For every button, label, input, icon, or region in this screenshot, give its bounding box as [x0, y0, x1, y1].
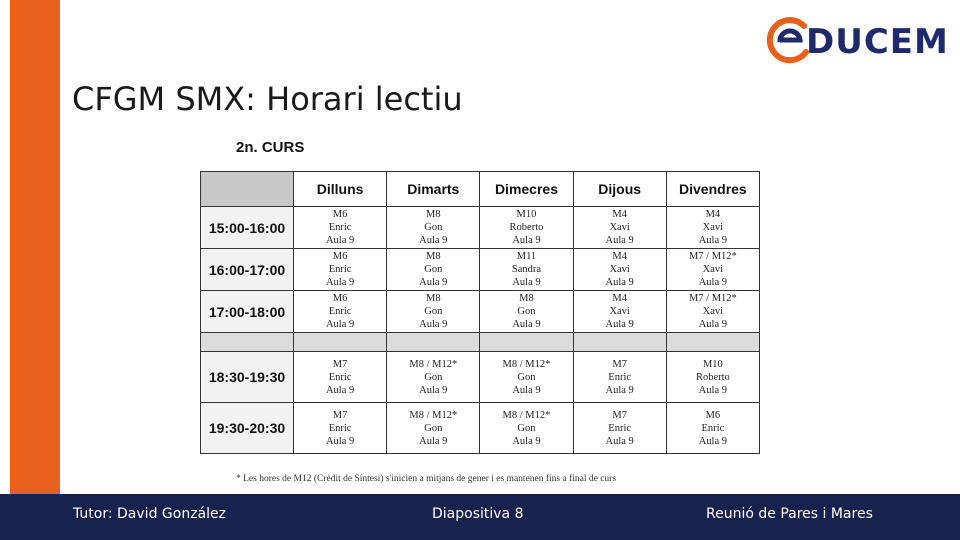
break-cell — [573, 333, 666, 352]
module-code: M7 / M12* — [688, 251, 737, 262]
classroom: Aula 9 — [698, 319, 728, 330]
module-code: M8 / M12* — [409, 358, 458, 370]
time-slot: 15:00-16:00 — [201, 207, 294, 249]
schedule-cell — [573, 352, 666, 403]
module-code: M4 — [705, 209, 721, 220]
schedule-cell — [480, 291, 573, 333]
schedule-cell — [666, 352, 759, 403]
schedule-row — [201, 403, 760, 454]
classroom: Aula 9 — [512, 319, 541, 330]
break-row — [201, 333, 760, 352]
day-header: Dilluns — [294, 172, 387, 207]
classroom: Aula 9 — [698, 235, 728, 246]
schedule-footnote: * Les hores de M12 (Crèdit de Síntesi) s'inicien a mitjans de gener i es mantenen fins a final de curs — [236, 474, 617, 484]
classroom: Aula 9 — [325, 319, 355, 330]
classroom: Aula 9 — [698, 384, 728, 396]
schedule-cell — [480, 207, 573, 249]
classroom: Aula 9 — [605, 319, 634, 330]
schedule-row — [201, 207, 760, 249]
module-code: M7 — [612, 358, 627, 370]
classroom: Aula 9 — [512, 435, 541, 447]
teacher-name: Gon — [517, 371, 536, 383]
teacher-name: Xavi — [609, 264, 630, 275]
classroom: Aula 9 — [419, 277, 448, 288]
classroom: Aula 9 — [512, 235, 541, 246]
day-header: Dimecres — [480, 172, 573, 207]
break-cell — [294, 333, 387, 352]
footer-bar — [0, 494, 960, 540]
teacher-name: Gon — [517, 422, 536, 434]
time-slot: 17:00-18:00 — [201, 291, 294, 333]
teacher-name: Roberto — [509, 222, 544, 233]
teacher-name: Xavi — [702, 264, 724, 275]
accent-side-bar — [10, 0, 60, 540]
day-header: Divendres — [666, 172, 759, 207]
schedule-cell — [294, 291, 387, 333]
break-cell — [666, 333, 759, 352]
teacher-name: Gon — [424, 371, 443, 383]
teacher-name: Enric — [328, 306, 352, 317]
classroom: Aula 9 — [325, 277, 355, 288]
time-slot: 18:30-19:30 — [201, 352, 294, 403]
classroom: Aula 9 — [325, 384, 355, 396]
teacher-name: Xavi — [702, 306, 724, 317]
teacher-name: Gon — [424, 422, 443, 434]
classroom: Aula 9 — [325, 435, 355, 447]
day-header: Dijous — [573, 172, 666, 207]
teacher-name: Gon — [424, 222, 443, 233]
module-code: M6 — [332, 251, 348, 262]
module-code: M8 / M12* — [502, 409, 551, 421]
teacher-name: Enric — [608, 371, 632, 383]
module-code: M8 — [425, 209, 441, 220]
break-cell — [201, 333, 294, 352]
teacher-name: Enric — [328, 371, 352, 383]
classroom: Aula 9 — [419, 319, 448, 330]
schedule-cell — [480, 249, 573, 291]
schedule-cell — [294, 352, 387, 403]
schedule-row — [201, 291, 760, 333]
time-slot: 16:00-17:00 — [201, 249, 294, 291]
schedule-cell — [294, 249, 387, 291]
schedule-cell — [387, 352, 480, 403]
module-code: M4 — [612, 209, 627, 220]
teacher-name: Roberto — [695, 371, 730, 383]
module-code: M7 / M12* — [688, 293, 737, 304]
schedule-cell — [666, 403, 759, 454]
module-code: M6 — [332, 293, 348, 304]
module-code: M8 — [425, 293, 441, 304]
module-code: M6 — [705, 409, 721, 421]
schedule-cell — [387, 403, 480, 454]
teacher-name: Xavi — [609, 306, 630, 317]
teacher-name: Gon — [424, 264, 443, 275]
schedule-cell — [573, 249, 666, 291]
schedule-cell — [480, 352, 573, 403]
footer-event: Reunió de Pares i Mares — [706, 506, 873, 522]
schedule-cell — [294, 403, 387, 454]
schedule-cell — [294, 207, 387, 249]
module-code: M8 — [519, 293, 534, 304]
module-code: M10 — [516, 209, 537, 220]
classroom: Aula 9 — [325, 235, 355, 246]
logo-text: DUCEM — [806, 22, 949, 62]
module-code: M7 — [332, 358, 348, 370]
classroom: Aula 9 — [698, 435, 728, 447]
schedule-cell — [480, 403, 573, 454]
module-code: M4 — [612, 251, 627, 262]
classroom: Aula 9 — [605, 277, 634, 288]
footer-slide-number: Diapositiva 8 — [432, 506, 524, 522]
schedule-cell — [666, 207, 759, 249]
day-header: Dimarts — [387, 172, 480, 207]
schedule-cell — [666, 291, 759, 333]
classroom: Aula 9 — [512, 384, 541, 396]
module-code: M7 — [612, 409, 627, 421]
teacher-name: Gon — [517, 306, 536, 317]
course-label: 2n. CURS — [236, 139, 305, 156]
teacher-name: Enric — [701, 422, 725, 434]
page-title: CFGM SMX: Horari lectiu — [72, 80, 463, 118]
schedule-corner-cell — [201, 172, 294, 207]
break-cell — [480, 333, 573, 352]
teacher-name: Enric — [608, 422, 632, 434]
teacher-name: Xavi — [609, 222, 630, 233]
classroom: Aula 9 — [419, 384, 448, 396]
module-code: M11 — [516, 251, 537, 262]
schedule-cell — [573, 207, 666, 249]
schedule-cell — [387, 291, 480, 333]
time-slot: 19:30-20:30 — [201, 403, 294, 454]
module-code: M8 / M12* — [502, 358, 551, 370]
classroom: Aula 9 — [605, 435, 634, 447]
module-code: M6 — [332, 209, 348, 220]
schedule-cell — [387, 207, 480, 249]
schedule-cell — [666, 249, 759, 291]
classroom: Aula 9 — [698, 277, 728, 288]
module-code: M4 — [612, 293, 627, 304]
module-code: M7 — [332, 409, 348, 421]
schedule-table — [200, 171, 760, 454]
teacher-name: Sandra — [511, 264, 542, 275]
classroom: Aula 9 — [605, 384, 634, 396]
module-code: M8 — [425, 251, 441, 262]
break-cell — [387, 333, 480, 352]
teacher-name: Enric — [328, 222, 352, 233]
schedule-row — [201, 352, 760, 403]
teacher-name: Gon — [424, 306, 443, 317]
module-code: M10 — [702, 358, 723, 370]
schedule-row — [201, 249, 760, 291]
classroom: Aula 9 — [512, 277, 541, 288]
footer-tutor: Tutor: David González — [73, 506, 226, 522]
teacher-name: Enric — [328, 422, 352, 434]
schedule-cell — [573, 291, 666, 333]
classroom: Aula 9 — [605, 235, 634, 246]
educem-logo — [766, 14, 949, 74]
schedule-cell — [387, 249, 480, 291]
classroom: Aula 9 — [419, 235, 448, 246]
teacher-name: Xavi — [702, 222, 724, 233]
module-code: M8 / M12* — [409, 409, 458, 421]
teacher-name: Enric — [328, 264, 352, 275]
classroom: Aula 9 — [419, 435, 448, 447]
schedule-header-row — [201, 172, 760, 207]
schedule-cell — [573, 403, 666, 454]
